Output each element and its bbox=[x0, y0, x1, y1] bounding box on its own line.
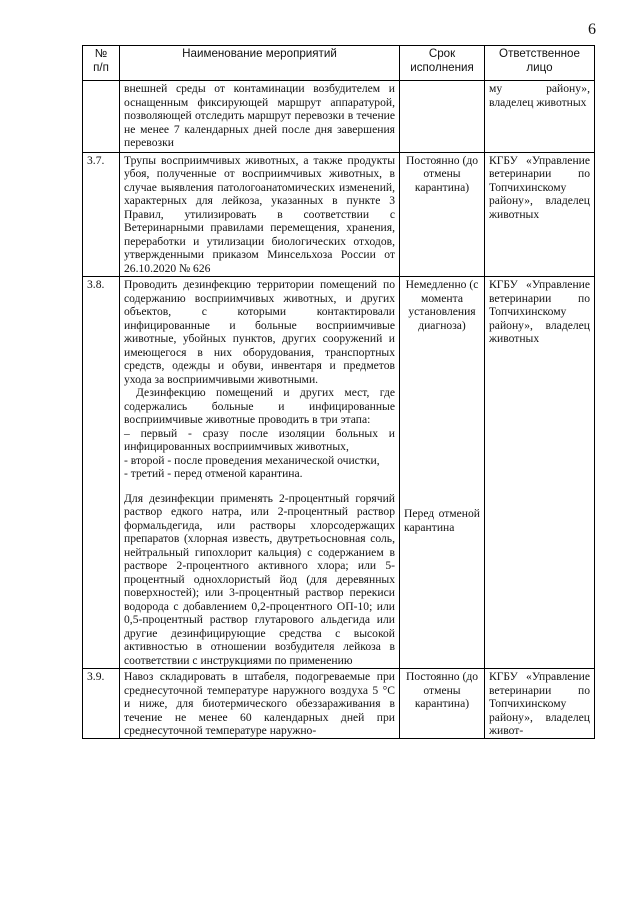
row-name bbox=[120, 277, 400, 669]
header-resp bbox=[485, 46, 595, 81]
row-name-text: внешней среды от контаминации возбудителем и оснащенным фиксирующей маршрут аппаратурой, позволяющей отследить маршрут перевозки в течение не менее 7 календарных дней после дня завершения перевозки bbox=[124, 82, 395, 149]
row-name-text: Проводить дезинфекцию территории помещений по содержанию восприимчивых животных, и других объектов, с которыми контактировали инфицированные и больные восприимчивые животные, убойных пунктов, других сооружений и имеющегося в них оборудования, транспортных средств, одежды и обуви, инвентаря и предметов ухода за восприимчивыми животными. bbox=[124, 278, 395, 386]
paragraph-spacer bbox=[124, 481, 395, 492]
header-num bbox=[83, 46, 120, 81]
row-term bbox=[400, 669, 485, 739]
header-num-label: № п/п bbox=[93, 47, 109, 74]
row-num: 3.9. bbox=[83, 669, 120, 739]
term-spacer bbox=[404, 332, 480, 507]
row-name-text: Трупы восприимчивых животных, а также продукты убоя, полученные от восприимчивых животных, в случае выявления патологоанатомических изменений, характерных для лейкоза, указанных в пункте 3 Правил, утилизировать в соответствии с Ветеринарными правилами перемещения, хранения, переработки и утилизации биологических отходов, утвержденными приказом Минсельхоза России от 26.10.2020 № 626 bbox=[124, 153, 395, 275]
page-number: 6 bbox=[588, 21, 596, 38]
row-term-text: Немедленно (с момента установления диагноза) bbox=[405, 278, 479, 332]
row-term-text: Постоянно (до отмены карантина) bbox=[405, 670, 479, 710]
row-name-text: Для дезинфекции применять 2-процентный горячий раствор едкого натра, или 2-процентный раствор формальдегида, или растворы хлорсодержащих препаратов (хлорная известь, двутретьосновная соль, нейтральный гипохлорит кальция) с содержанием в растворе 2-процентного активного хлора; или 5-процентный однохлористый йод (для деревянных поверхностей); или 3-процентный раствор перекиси водорода с добавлением 0,2-процентного ОП-10; или 0,5-процентный раствор глутарового альдегида или другие дезинфицирующие средства с высокой активностью в отношении возбудителя лейкоза в соответствии с инструкциями по применению bbox=[124, 491, 395, 667]
row-num bbox=[83, 81, 120, 153]
row-term-text: Постоянно (до отмены карантина) bbox=[405, 153, 479, 194]
row-term bbox=[400, 81, 485, 153]
header-name bbox=[120, 46, 400, 81]
row-name-text: Дезинфекцию помещений и других мест, где содержались больные и инфицированные восприимчивые животные проводить в три этапа: bbox=[124, 386, 395, 426]
row-num: 3.7. bbox=[83, 152, 120, 277]
row-resp: КГБУ «Управление ветеринарии по Топчихинскому району», владелец живот- bbox=[485, 669, 595, 739]
table-row bbox=[83, 152, 595, 277]
header-term bbox=[400, 46, 485, 81]
row-term bbox=[400, 277, 485, 669]
table-row bbox=[83, 277, 595, 669]
table-row bbox=[83, 669, 595, 739]
row-name bbox=[120, 152, 400, 277]
measures-table bbox=[82, 45, 595, 739]
header-name-label: Наименование мероприятий bbox=[182, 47, 337, 60]
row-num: 3.8. bbox=[83, 277, 120, 669]
row-name bbox=[120, 669, 400, 739]
header-resp-label: Ответственное лицо bbox=[499, 47, 580, 74]
header-term-label: Срок исполнения bbox=[410, 47, 474, 74]
table-row bbox=[83, 81, 595, 153]
row-name-text: – первый - сразу после изоляции больных и инфицированных восприимчивых животных, bbox=[124, 426, 395, 453]
table-header-row bbox=[83, 46, 595, 81]
row-term-text: Перед отменой карантина bbox=[404, 507, 480, 534]
row-name-text: - третий - перед отменой карантина. bbox=[124, 467, 303, 480]
row-term bbox=[400, 152, 485, 277]
row-name-text: - второй - после проведения механической очистки, bbox=[124, 453, 380, 467]
row-name-text: Навоз складировать в штабеля, подогреваемые при среднесуточной температуре наружного воздуха 5 °С и ниже, для биотермического обеззараживания в течение не менее 60 календарных дней при среднесуточной температуре наружно- bbox=[124, 670, 395, 737]
row-name bbox=[120, 81, 400, 153]
row-resp: КГБУ «Управление ветеринарии по Топчихинскому району», владелец животных bbox=[485, 277, 595, 669]
row-resp: КГБУ «Управление ветеринарии по Топчихинскому району», владелец животных bbox=[485, 152, 595, 277]
row-resp: му району», владелец животных bbox=[485, 81, 595, 153]
